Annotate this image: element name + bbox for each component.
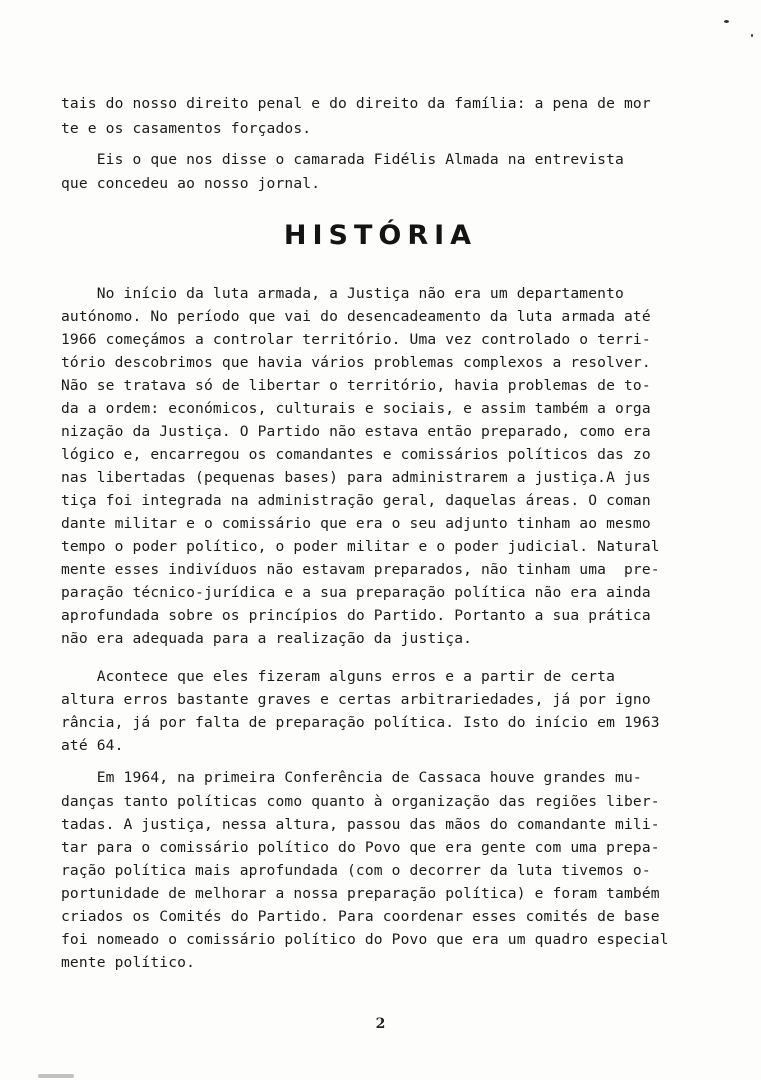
- corner-dot: [751, 34, 753, 37]
- body-line: ração política mais aprofundada (com o decorrer da luta tivemos o-: [61, 862, 651, 879]
- body-line: paração técnico-jurídica e a sua preparação política não era ainda: [61, 584, 651, 601]
- intro-line: que concedeu ao nosso jornal.: [61, 175, 321, 192]
- body-line: rância, já por falta de preparação política. Isto do início em 1963: [61, 714, 660, 731]
- body-line: aprofundada sobre os princípios do Partido. Portanto a sua prática: [61, 607, 651, 624]
- intro-line: tais do nosso direito penal e do direito da família: a pena de mor: [61, 95, 651, 112]
- intro-line: te e os casamentos forçados.: [61, 120, 312, 137]
- body-line: portunidade de melhorar a nossa preparação política) e foram também: [61, 885, 660, 902]
- body-line: No início da luta armada, a Justiça não era um departamento: [61, 285, 624, 302]
- page-number: 2: [375, 1016, 386, 1032]
- body-line: lógico e, encarregou os comandantes e comissários políticos das zo: [61, 446, 651, 463]
- body-line: tempo o poder político, o poder militar e o poder judicial. Natural: [61, 538, 660, 555]
- intro-line: Eis o que nos disse o camarada Fidélis Almada na entrevista: [61, 151, 624, 168]
- body-line: tar para o comissário político do Povo que era gente com uma prepa-: [61, 839, 660, 856]
- body-line: até 64.: [61, 737, 124, 754]
- body-line: altura erros bastante graves e certas arbitrariedades, já por igno: [61, 691, 651, 708]
- body-line: danças tanto políticas como quanto à organização das regiões liber-: [61, 793, 660, 810]
- body-line: dante militar e o comissário que era o seu adjunto tinham ao mesmo: [61, 515, 651, 532]
- corner-mark: [724, 20, 729, 23]
- body-line: Acontece que eles fizeram alguns erros e a partir de certa: [61, 668, 616, 685]
- section-heading: HISTÓRIA: [283, 220, 478, 251]
- body-line: Não se tratava só de libertar o território, havia problemas de to-: [61, 377, 651, 394]
- body-line: criados os Comités do Partido. Para coordenar esses comités de base: [61, 908, 660, 925]
- body-line: não era adequada para a realização da justiça.: [61, 630, 473, 647]
- body-line: foi nomeado o comissário político do Povo que era um quadro especial: [61, 931, 669, 948]
- body-line: 1966 começámos a controlar território. Uma vez controlado o terri-: [61, 331, 651, 348]
- body-line: tiça foi integrada na administração geral, daquelas áreas. O coman: [61, 492, 651, 509]
- body-line: nas libertadas (pequenas bases) para administrarem a justiça.A jus: [61, 469, 651, 486]
- body-line: mente esses indivíduos não estavam preparados, não tinham uma pre-: [61, 561, 660, 578]
- body-line: Em 1964, na primeira Conferência de Cassaca houve grandes mu-: [61, 769, 642, 786]
- scan-smudge: [38, 1074, 74, 1078]
- body-line: tório descobrimos que havia vários problemas complexos a resolver.: [61, 354, 651, 371]
- body-line: mente político.: [61, 954, 196, 971]
- body-line: da a ordem: económicos, culturais e sociais, e assim também a orga: [61, 400, 651, 417]
- body-line: nização da Justiça. O Partido não estava então preparado, como era: [61, 423, 651, 440]
- body-line: tadas. A justiça, nessa altura, passou das mãos do comandante mili-: [61, 816, 660, 833]
- body-line: autónomo. No período que vai do desencadeamento da luta armada até: [61, 308, 651, 325]
